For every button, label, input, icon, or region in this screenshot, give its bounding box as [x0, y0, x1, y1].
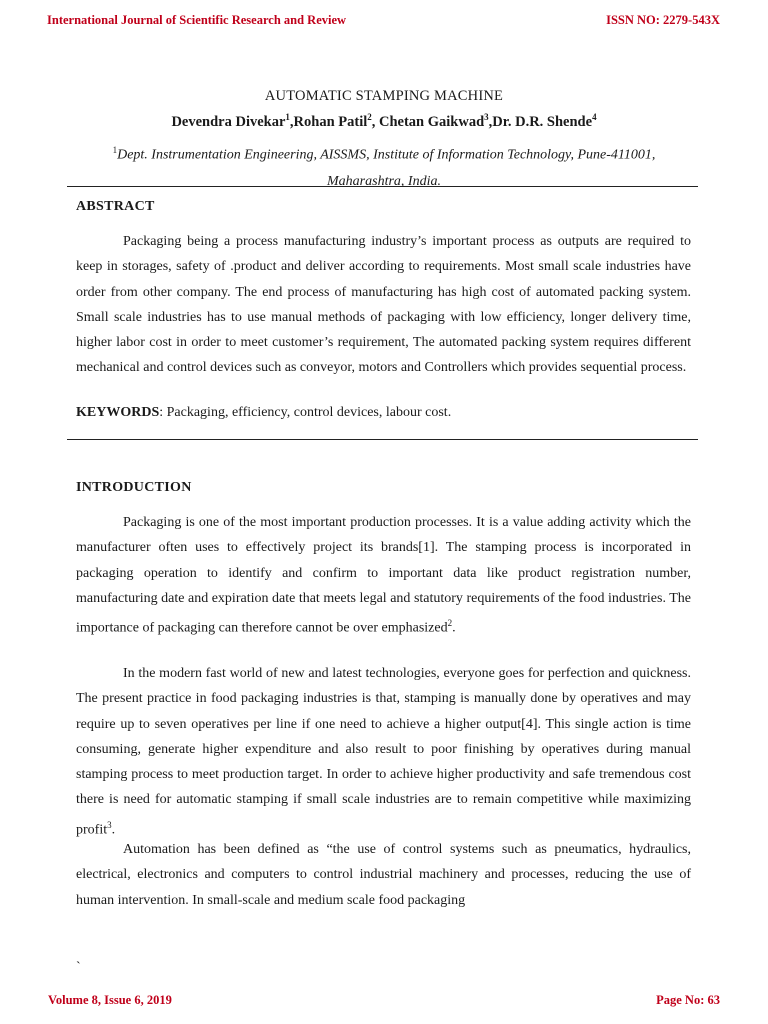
author-list: Devendra Divekar$^1$,Rohan Patil$^2$, Chetan Gaikwad$^3$,Dr. D.R. Shende$^4$	[171, 112, 597, 130]
divider-bottom	[67, 439, 698, 440]
abstract-text: Packaging being a process manufacturing industry’s important process as outputs are required to keep in storages, safety of .product and deliver according to requirements. Most small scale industries have order from other company. The end process of manufacturing has high cost of automated packing system. Small scale industries has to use manual methods of packaging with low efficiency, longer delivery time, higher labor cost in order to meet customer’s requirement, The automated packing system requires different mechanical and control devices such as conveyor, motors and Controllers which provides sequential process.	[76, 234, 691, 376]
author-name: Dr. D.R. Shende	[492, 113, 593, 130]
paper-title: AUTOMATIC STAMPING MACHINE	[264, 88, 504, 104]
author-sup: 3	[484, 112, 489, 122]
affiliation-sup: 1	[112, 145, 118, 155]
introduction-heading: INTRODUCTION	[76, 480, 192, 495]
abstract-heading: ABSTRACT	[76, 199, 155, 214]
intro-paragraph-3: Automation has been defined as “the use of control systems such as pneumatics, hydraulics, electrical, electronics and computers to control industrial machinery and processes, reducing the use of human intervention. In small-scale and medium scale food packaging	[76, 842, 691, 908]
affiliation-line-2: Maharashtra, India.	[327, 173, 441, 189]
author-sup: 2	[367, 112, 372, 122]
keywords-text: : Packaging, efficiency, control devices, labour cost.	[159, 405, 452, 420]
author-name: Devendra Divekar	[171, 113, 286, 130]
author-sup: 4	[592, 112, 597, 122]
page-number: Page No: 63	[656, 993, 720, 1007]
volume-issue: Volume 8, Issue 6, 2019	[48, 993, 172, 1007]
author-sup: 1	[285, 112, 290, 122]
keywords	[76, 405, 451, 421]
issn-number: ISSN NO: 2279-543X	[606, 13, 720, 27]
divider-top	[67, 186, 698, 187]
stray-mark: `	[76, 960, 81, 975]
author-name: Chetan Gaikwad	[379, 113, 485, 130]
keywords-label: KEYWORDS	[76, 405, 160, 420]
author-name: Rohan Patil	[293, 113, 368, 130]
intro-paragraph-2: In the modern fast world of new and latest technologies, everyone goes for perfection and quickness. The present practice in food packaging industries is that, stamping is manually done by operatives and may require up to seven operatives per line if one need to achieve a higher output[4]. This single action is time consuming, generate higher expenditure and also result to poor finishing by operatives during manual stamping process to meet production target. In order to achieve higher productivity and safe tremendous cost there is need for automatic stamping if small scale industries are to remain competitive while maximizing profit$^3$.	[76, 666, 691, 838]
journal-name: International Journal of Scientific Research and Review	[47, 13, 347, 27]
intro-paragraph-1: Packaging is one of the most important production processes. It is a value adding activity which the manufacturer often uses to effectively project its brands[1]. The stamping process is incorporated in packaging operation to identify and confirm to important data like product registration number, manufacturing date and expiration date that meets legal and statutory requirements of the food industries. The importance of packaging can therefore cannot be over emphasized$^2$.	[76, 515, 691, 636]
affiliation-line-1: Dept. Instrumentation Engineering, AISSMS, Institute of Information Technology, Pune-411001,	[117, 147, 656, 163]
